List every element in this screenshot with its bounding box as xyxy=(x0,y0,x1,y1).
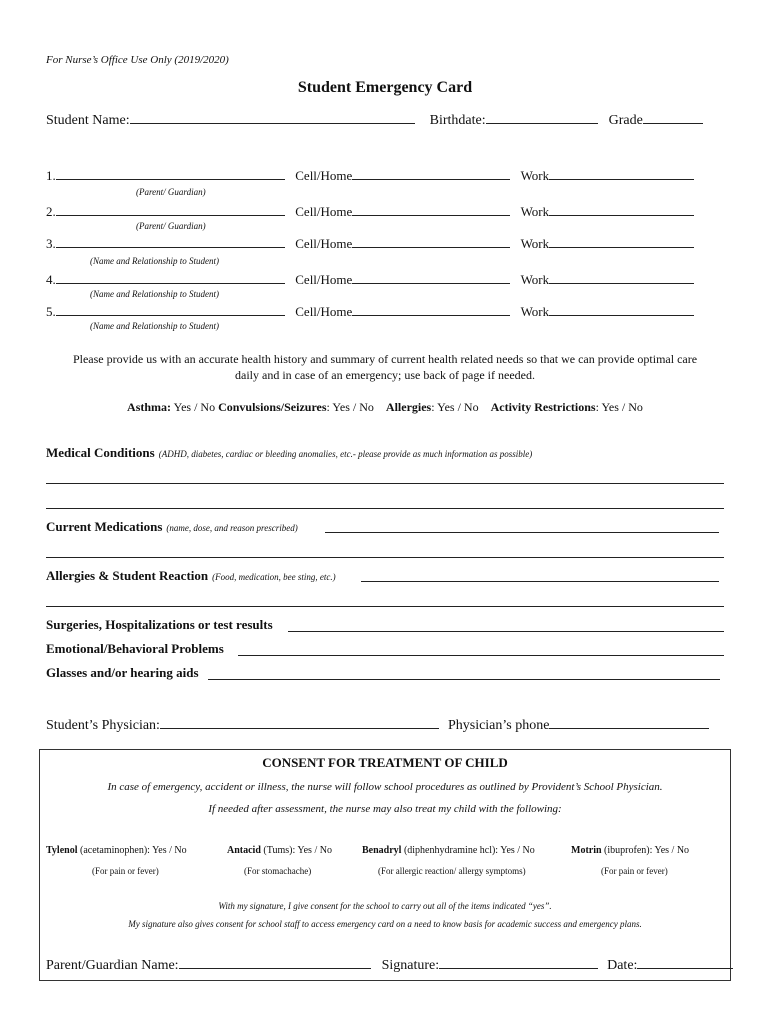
activity-restrictions-label: Activity Restrictions xyxy=(490,400,596,414)
consent-med-motrin[interactable] xyxy=(571,845,689,856)
contact-row-5 xyxy=(46,302,694,320)
medical-conditions-label: Medical Conditions xyxy=(46,445,155,460)
medical-conditions-heading xyxy=(46,444,532,462)
date-field[interactable] xyxy=(637,955,733,969)
work-label: Work xyxy=(520,272,550,287)
signature-row xyxy=(46,955,733,974)
contact-row-2 xyxy=(46,202,694,220)
consent-med-tylenol[interactable] xyxy=(46,845,187,856)
glasses-field[interactable] xyxy=(208,679,720,680)
work-field[interactable] xyxy=(549,270,694,284)
current-medications-field[interactable] xyxy=(325,532,719,533)
allergies-reaction-field[interactable] xyxy=(361,581,719,582)
signature-field[interactable] xyxy=(439,955,598,969)
med-name: Motrin xyxy=(571,845,602,856)
current-medications-line-2[interactable] xyxy=(46,557,724,558)
physician-phone-label: Physician’s phone xyxy=(447,718,550,733)
consent-med-benadryl[interactable] xyxy=(362,845,535,856)
work-field[interactable] xyxy=(549,166,694,180)
contact-name-field[interactable] xyxy=(56,270,285,284)
med-name: Benadryl xyxy=(362,845,402,856)
asthma-label: Asthma: xyxy=(127,400,172,414)
birthdate-label: Birthdate: xyxy=(429,113,486,128)
med-purpose: (For stomachache) xyxy=(244,866,312,876)
signature-note-2: My signature also gives consent for school staff to access emergency card on a need to know basis for academic success and emergency plans. xyxy=(128,919,642,929)
allergies-reaction-label: Allergies & Student Reaction xyxy=(46,568,209,583)
cell-home-field[interactable] xyxy=(352,202,510,216)
intro-line-2: daily and in case of an emergency; use back of page if needed. xyxy=(235,368,535,382)
cell-home-label: Cell/Home xyxy=(295,204,353,219)
work-label: Work xyxy=(520,168,550,183)
contact-number: 3. xyxy=(46,236,56,251)
surgeries-label: Surgeries, Hospitalizations or test results xyxy=(46,617,273,632)
contact-caption: (Name and Relationship to Student) xyxy=(90,321,219,331)
grade-label: Grade xyxy=(608,113,643,128)
physician-name-label: Student’s Physician: xyxy=(46,718,160,733)
med-purpose: (For pain or fever) xyxy=(92,866,159,876)
contact-row-1 xyxy=(46,166,694,184)
student-name-field[interactable] xyxy=(130,110,415,124)
work-field[interactable] xyxy=(549,302,694,316)
allergies-label: Allergies xyxy=(385,400,432,414)
activity-restrictions-yes-no[interactable]: : Yes / No xyxy=(595,400,643,414)
medical-conditions-line-2[interactable] xyxy=(46,508,724,509)
medical-conditions-note: (ADHD, diabetes, cardiac or bleeding anomalies, etc.- please provide as much information as possible) xyxy=(158,449,533,459)
cell-home-label: Cell/Home xyxy=(295,168,353,183)
signature-label: Signature: xyxy=(381,958,440,973)
current-medications-heading xyxy=(46,518,298,536)
grade-field[interactable] xyxy=(643,110,703,124)
birthdate-field[interactable] xyxy=(486,110,598,124)
cell-home-field[interactable] xyxy=(352,302,510,316)
page-title: Student Emergency Card xyxy=(297,79,473,96)
cell-home-label: Cell/Home xyxy=(295,236,353,251)
contact-number: 4. xyxy=(46,272,56,287)
physician-phone-field[interactable] xyxy=(549,715,709,729)
cell-home-label: Cell/Home xyxy=(295,272,353,287)
med-yes-no: (ibuprofen): Yes / No xyxy=(601,845,690,856)
med-name: Tylenol xyxy=(46,845,78,856)
contact-caption: (Name and Relationship to Student) xyxy=(90,289,219,299)
contact-caption: (Parent/ Guardian) xyxy=(136,187,206,197)
current-medications-label: Current Medications xyxy=(46,519,163,534)
contact-number: 5. xyxy=(46,304,56,319)
signature-note-1: With my signature, I give consent for the school to carry out all of the items indicated “yes”. xyxy=(218,901,552,911)
med-yes-no: (acetaminophen): Yes / No xyxy=(77,845,187,856)
work-field[interactable] xyxy=(549,234,694,248)
physician-name-field[interactable] xyxy=(160,715,439,729)
med-yes-no: (diphenhydramine hcl): Yes / No xyxy=(401,845,535,856)
convulsions-yes-no[interactable]: : Yes / No xyxy=(326,400,374,414)
cell-home-field[interactable] xyxy=(352,166,510,180)
cell-home-label: Cell/Home xyxy=(295,304,353,319)
work-label: Work xyxy=(520,204,550,219)
glasses-label: Glasses and/or hearing aids xyxy=(46,665,199,680)
consent-med-antacid[interactable] xyxy=(227,845,332,856)
physician-row xyxy=(46,715,709,734)
asthma-yes-no[interactable]: Yes / No xyxy=(173,400,216,414)
student-info-row xyxy=(46,110,703,129)
contact-name-field[interactable] xyxy=(56,166,285,180)
contact-row-4 xyxy=(46,270,694,288)
contact-name-field[interactable] xyxy=(56,202,285,216)
allergies-yes-no[interactable]: : Yes / No xyxy=(431,400,479,414)
contact-caption: (Name and Relationship to Student) xyxy=(90,256,219,266)
medical-conditions-line-1[interactable] xyxy=(46,483,724,484)
contact-number: 2. xyxy=(46,204,56,219)
intro-line-1: Please provide us with an accurate health history and summary of current health related needs so that we can provide optimal care xyxy=(72,352,698,366)
conditions-row xyxy=(0,400,770,415)
emotional-label: Emotional/Behavioral Problems xyxy=(46,641,224,656)
consent-line-1: In case of emergency, accident or illness, the nurse will follow school procedures as outlined by Provident’s School Physician. xyxy=(107,781,663,793)
med-name: Antacid xyxy=(227,845,261,856)
student-name-label: Student Name: xyxy=(46,113,130,128)
surgeries-field[interactable] xyxy=(288,631,724,632)
med-purpose: (For allergic reaction/ allergy symptoms) xyxy=(378,866,526,876)
contact-name-field[interactable] xyxy=(56,234,285,248)
convulsions-label: Convulsions/Seizures xyxy=(218,400,327,414)
contact-row-3 xyxy=(46,234,694,252)
parent-name-field[interactable] xyxy=(179,955,371,969)
contact-name-field[interactable] xyxy=(56,302,285,316)
allergies-reaction-heading xyxy=(46,567,336,585)
allergies-reaction-note: (Food, medication, bee sting, etc.) xyxy=(212,572,336,582)
current-medications-note: (name, dose, and reason prescribed) xyxy=(166,523,298,533)
med-purpose: (For pain or fever) xyxy=(601,866,668,876)
allergies-reaction-line-2[interactable] xyxy=(46,606,724,607)
work-field[interactable] xyxy=(549,202,694,216)
work-label: Work xyxy=(520,236,550,251)
parent-name-label: Parent/Guardian Name: xyxy=(46,958,179,973)
consent-line-2: If needed after assessment, the nurse may also treat my child with the following: xyxy=(208,803,562,815)
cell-home-field[interactable] xyxy=(352,234,510,248)
contact-caption: (Parent/ Guardian) xyxy=(136,221,206,231)
emotional-field[interactable] xyxy=(238,655,724,656)
cell-home-field[interactable] xyxy=(352,270,510,284)
med-yes-no: (Tums): Yes / No xyxy=(260,845,332,856)
office-use-note: For Nurse’s Office Use Only (2019/2020) xyxy=(46,54,229,66)
consent-title: CONSENT FOR TREATMENT OF CHILD xyxy=(262,755,508,770)
contact-number: 1. xyxy=(46,168,56,183)
work-label: Work xyxy=(520,304,550,319)
date-label: Date: xyxy=(607,958,638,973)
